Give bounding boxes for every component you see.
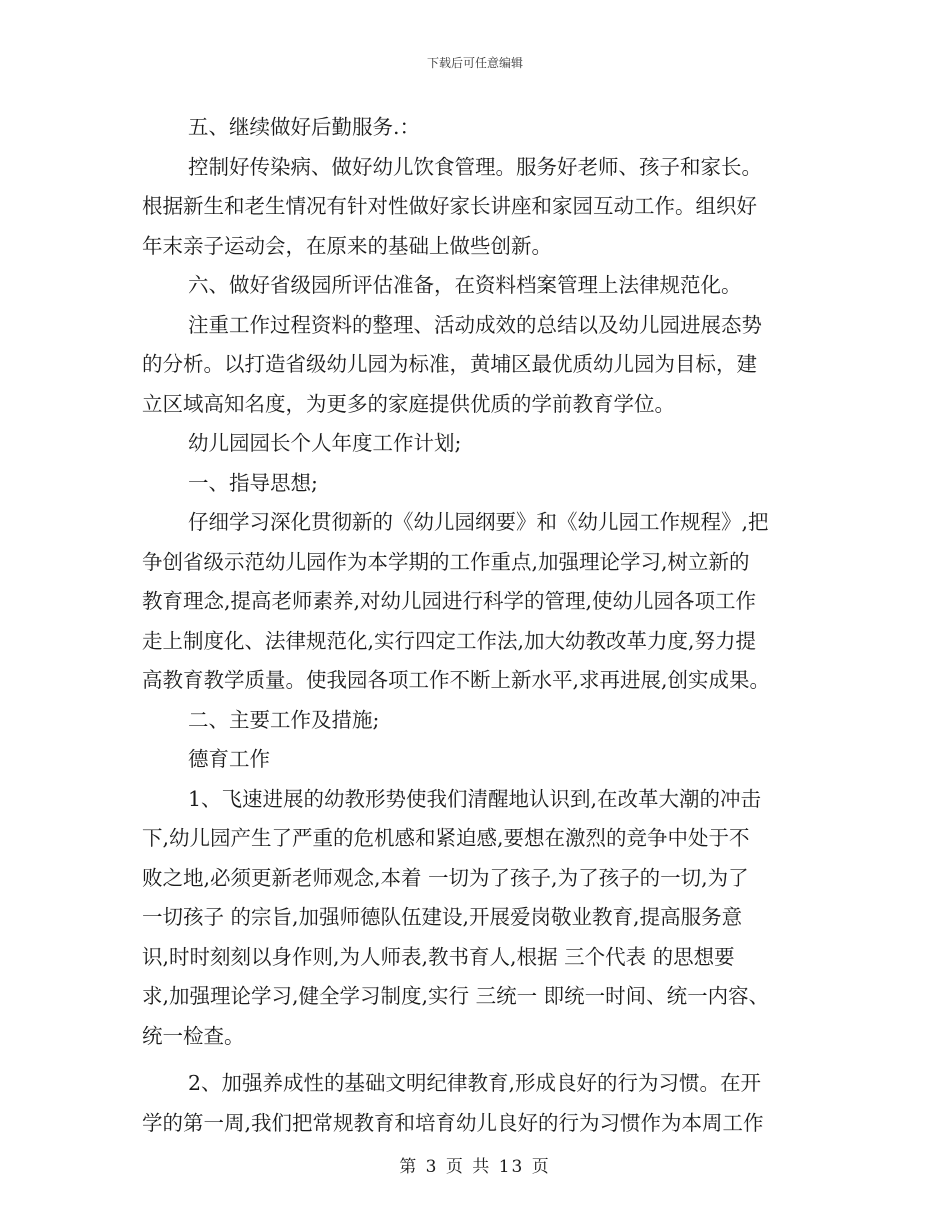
page-footer: 第 3 页 共 13 页 [399,1157,551,1177]
document-body [142,108,812,1143]
paragraph-line: 的分析。以打造省级幼儿园为标准，黄埔区最优质幼儿园为目标，建 [142,352,757,376]
paragraph-line: 高教育教学质量。使我园各项工作不断上新水平,求再进展,创实成果。 [142,668,771,692]
plan-title: 幼儿园园长个人年度工作计划; [188,431,462,455]
paragraph-line: 立区域高知名度，为更多的家庭提供优质的学前教育学位。 [142,391,675,416]
section-heading-main-work: 二、主要工作及措施; [188,707,380,732]
paragraph-line: 注重工作过程资料的整理、活动成效的总结以及幼儿园进展态势 [188,312,762,337]
subsection-heading-moral-education: 德育工作 [188,747,270,771]
paragraph-line: 1、飞速进展的幼教形势使我们清醒地认识到,在改革大潮的冲击 [188,786,762,811]
paragraph-line: 仔细学习深化贯彻新的《幼儿园纲要》和《幼儿园工作规程》,把 [188,510,769,534]
paragraph-line: 统一检查。 [142,1023,245,1048]
section-heading-guiding-thought: 一、指导思想; [188,470,318,495]
page-header: 下载后可任意编辑 [426,56,523,70]
paragraph-line: 教育理念,提高老师素养,对幼儿园进行科学的管理,使幼儿园各项工作 [142,589,757,613]
paragraph-line: 识,时时刻刻以身作则,为人师表,教书育人,根据 三个代表 的思想要 [142,944,735,969]
paragraph-line: 2、加强养成性的基础文明纪律教育,形成良好的行为习惯。在开 [188,1071,762,1095]
paragraph-line: 下,幼儿园产生了严重的危机感和紧迫感,要想在激烈的竞争中处于不 [142,826,750,850]
section-heading-6: 六、做好省级园所评估准备，在资料档案管理上法律规范化。 [188,273,742,297]
paragraph-line: 年末亲子运动会，在原来的基础上做些创新。 [142,233,552,258]
paragraph-line: 学的第一周,我们把常规教育和培育幼儿良好的行为习惯作为本周工作 [142,1110,764,1135]
paragraph-line: 根据新生和老生情况有针对性做好家长讲座和家园互动工作。组织好 [142,194,757,218]
paragraph-line: 求,加强理论学习,健全学习制度,实行 三统一 即统一时间、统一内容、 [142,984,770,1008]
paragraph-line: 控制好传染病、做好幼儿饮食管理。服务好老师、孩子和家长。 [188,154,762,179]
paragraph-line: 败之地,必须更新老师观念,本着 一切为了孩子,为了孩子的一切,为了 [142,865,749,890]
paragraph-line: 一切孩子 的宗旨,加强师德队伍建设,开展爱岗敬业教育,提高服务意 [142,905,743,929]
paragraph-line: 走上制度化、法律规范化,实行四定工作法,加大幼教改革力度,努力提 [142,628,757,653]
paragraph-line: 争创省级示范幼儿园作为本学期的工作重点,加强理论学习,树立新的 [142,549,750,574]
section-heading-5: 五、继续做好后勤服务.： [188,115,421,139]
